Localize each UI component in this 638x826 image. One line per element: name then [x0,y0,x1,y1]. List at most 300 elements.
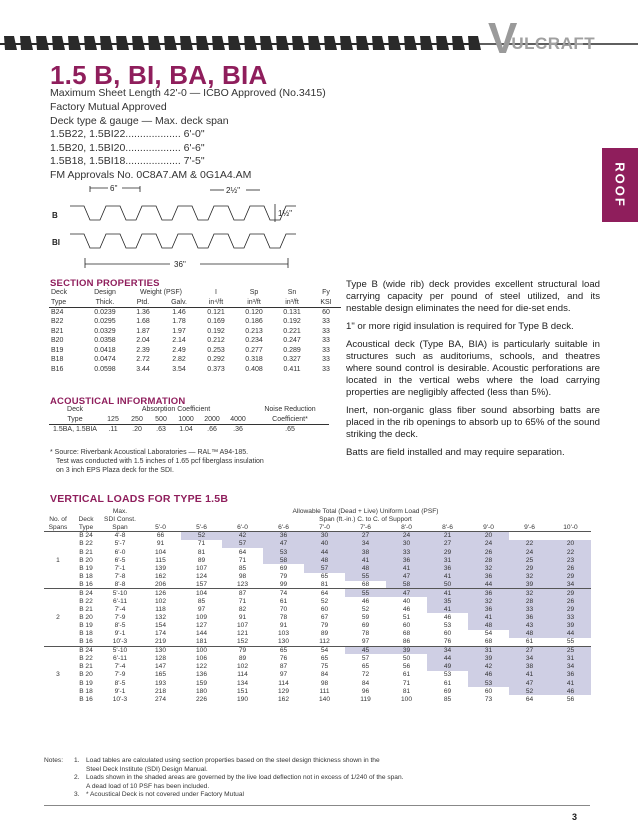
col-head: Deck [78,515,94,523]
col-head: 125 [101,415,125,425]
col-head: in³/ft [235,298,273,308]
load-cell: 75 [320,663,329,671]
load-cell: 162 [277,695,289,703]
load-cell: 31 [550,654,591,662]
load-cell: 41 [509,671,550,679]
fm-line: 1.5B22, 1.5BI22................... 6'-0" [50,128,205,140]
load-cell: 30 [304,532,345,540]
cell: .36 [233,425,243,433]
section-properties-table [49,288,341,374]
spans-cell [44,605,72,613]
band-rib [468,36,481,50]
logo-letter: V [488,14,516,63]
cell: 1.36 [136,308,150,316]
table-row [44,646,591,654]
band-rib [4,36,17,50]
cell: 60 [322,308,330,316]
load-cell: 41 [427,573,468,581]
load-cell: 42 [468,663,509,671]
load-cell: 29 [427,548,468,556]
band-rib [324,36,337,50]
load-cell: 159 [195,679,207,687]
load-cell: 71 [238,597,247,605]
load-cell: 89 [238,654,247,662]
cell: 0.131 [283,308,301,316]
load-cell: 71 [197,540,206,548]
table-row [49,317,341,327]
sdi-span-cell: 10'-3 [112,638,128,646]
load-cell: 71 [402,679,411,687]
cell: 0.234 [245,337,263,345]
col-head: Sp [249,289,259,297]
load-cell: 89 [197,556,206,564]
load-cell: 65 [320,573,329,581]
col-head: Type [72,523,100,531]
load-cell: 174 [154,630,166,638]
table-row [44,556,591,564]
table-row [49,365,341,375]
deck-type-cell: B 22 [79,597,93,605]
cell: B18 [51,356,64,364]
load-cell: 48 [304,556,345,564]
load-cell: 32 [468,597,509,605]
load-cell: 84 [320,671,329,679]
cell: 2.39 [136,346,150,354]
source-line: on 3 inch EPS Plaza deck for the SDI. [56,467,174,474]
acoustical-source-note [50,448,340,475]
table-row [44,564,591,572]
col-head: Max. [112,507,128,515]
sdi-span-cell: 5'-10 [100,589,140,597]
col-head: Type [49,298,85,308]
cell: 0.186 [245,318,263,326]
load-cell: 165 [154,671,166,679]
load-cell: 28 [509,597,550,605]
band-rib [372,36,385,50]
table-row [44,630,591,638]
load-cell: 91 [238,614,247,622]
load-cell: 107 [236,622,248,630]
load-cell: 27 [345,532,386,540]
load-cell: 31 [468,646,509,654]
cell: 2.72 [136,356,150,364]
load-cell: 36 [509,613,550,621]
band-rib [388,36,401,50]
load-cell: 20 [468,532,509,540]
load-cell: 147 [154,663,166,671]
load-cell: 52 [320,597,329,605]
load-cell: 47 [386,573,427,581]
spans-cell [44,630,72,638]
cell: 1.87 [136,327,150,335]
load-cell: 30 [386,540,427,548]
load-cell: 60 [320,605,329,613]
spans-cell [44,540,72,548]
cell: B24 [51,308,64,316]
table-row [49,336,341,346]
col-head: 9'-0 [468,523,509,531]
col-head: Design [94,289,116,297]
load-cell: 162 [154,573,166,581]
logo-text: ULCRAFT [511,34,596,53]
load-cell: 33 [386,548,427,556]
description-paragraph: Type B (wide rib) deck provides excellent structural load carrying capacity per pound of steel utilized, and its nestable design eliminates the need for die-set ends. [346,279,600,314]
load-cell: 79 [222,646,263,654]
cell: 0.289 [283,346,301,354]
spans-cell [44,597,72,605]
load-cell: 91 [156,540,165,548]
table-row [49,346,341,356]
col-head: 10'-0 [550,523,591,531]
load-cell: 53 [443,622,452,630]
subtitle: Maximum Sheet Length 42'-0 — ICBO Approved (No.3415) [50,87,326,99]
load-cell: 65 [361,663,370,671]
col-head: Span [100,523,140,531]
load-cell: 26 [550,564,591,572]
load-cell: 24 [509,548,550,556]
spans-cell [44,679,72,687]
col-head: 500 [149,415,173,425]
table-row [44,654,591,662]
cell: 1.97 [172,327,186,335]
col-head: No. of [49,515,67,523]
load-cell: 20 [550,540,591,548]
load-cell: 57 [222,540,263,548]
load-cell: 103 [277,630,289,638]
load-cell: 100 [400,695,412,703]
load-cell: 81 [320,581,329,589]
sdi-span-cell: 5'-7 [114,540,126,548]
deck-type-cell: B 16 [79,695,93,703]
cell: B19 [51,346,64,354]
cell: 0.0418 [94,346,116,354]
load-cell: 33 [509,605,550,613]
load-cell: 104 [154,548,166,556]
load-cell: 76 [279,654,288,662]
load-cell: 39 [550,622,591,630]
load-cell [509,532,550,540]
cell: 0.0239 [94,308,116,316]
load-cell: 85 [197,597,206,605]
cell: 0.0358 [94,337,116,345]
deck-type-cell: B 24 [72,589,100,597]
load-cell: 59 [361,614,370,622]
load-cell: 64 [238,548,247,556]
band-rib [356,36,369,50]
deck-type-cell: B 21 [79,663,93,671]
band-rib [244,36,257,50]
cell: 33 [322,366,330,374]
table-row [44,532,591,540]
load-cell: 218 [154,687,166,695]
cell: 0.253 [207,346,225,354]
load-cell: 136 [195,671,207,679]
col-head: Coefficient* [251,415,329,425]
cell: 33 [322,337,330,345]
load-cell: 41 [468,613,509,621]
vertical-loads-heading: VERTICAL LOADS FOR TYPE 1.5B [50,493,229,505]
fm-line: FM Approvals No. 0C8A7.AM & 0G1A4.AM [50,168,252,181]
load-cell: 61 [525,638,534,646]
load-cell: 61 [443,679,452,687]
table-row [44,695,591,703]
deck-type-cell: B 21 [79,605,93,613]
fm-line: 1.5B20, 1.5BI20................... 6'-6" [50,141,205,154]
load-cell: 87 [222,589,263,597]
band-rib [292,36,305,50]
dim-36-label: 36'' [174,260,186,269]
load-cell: 34 [550,663,591,671]
load-cell: 57 [361,654,370,662]
load-cell: 44 [427,654,468,662]
description-paragraph: Acoustical deck (Type BA, BIA) is particularly suitable in structures such as auditoriums, schools, and theatres where sound control is desirable. Acoustic perforations are located in the vertical webs where the load carrying properties are negligibly affected (less than 5%). [346,339,600,398]
load-cell: 47 [263,540,304,548]
load-cell: 52 [509,687,550,695]
cell: 1.46 [172,308,186,316]
cell: 0.121 [207,308,225,316]
spans-cell [44,573,72,581]
deck-type-cell: B 18 [79,630,93,638]
spans-cell [44,581,72,589]
load-cell: 22 [550,548,591,556]
col-head: Galv. [161,298,197,308]
load-cell: 96 [361,687,370,695]
sdi-span-cell: 7'-8 [114,573,126,581]
cell: 0.292 [207,356,225,364]
deck-type-cell: B 24 [72,646,100,654]
load-cell: 98 [238,573,247,581]
cell: 0.0295 [94,318,116,326]
load-cell: 49 [427,663,468,671]
load-cell: 114 [278,679,289,687]
table-row [44,581,591,589]
load-cell: 76 [443,638,452,646]
sdi-span-cell: 4'-8 [100,532,140,540]
load-cell: 97 [279,671,288,679]
band-rib [84,36,97,50]
band-rib [52,36,65,50]
load-cell: 29 [550,573,591,581]
load-cell: 107 [195,564,207,572]
band-rib [164,36,177,50]
band-rib [148,36,161,50]
cell: 0.213 [245,327,263,335]
col-head: 8'-6 [427,523,468,531]
sdi-span-cell: 7'-9 [114,671,126,679]
load-cell: 28 [468,556,509,564]
load-cell: 29 [550,605,591,613]
load-cell: 130 [140,646,181,654]
table-row [44,597,591,605]
load-cell: 51 [402,614,411,622]
col-head: Noise Reduction [264,406,316,414]
load-cell: 134 [236,679,248,687]
load-cell: 71 [238,556,247,564]
load-cell: 44 [304,548,345,556]
band-rib [196,36,209,50]
load-cell: 25 [550,646,591,654]
deck-type-cell: B 19 [79,679,93,687]
spans-cell [44,589,72,597]
deck-type-cell: B 20 [79,614,93,622]
cell: 33 [322,346,330,354]
spans-cell [44,622,72,630]
col-head: Spans [44,523,72,531]
load-cell: 38 [345,548,386,556]
table-row [44,663,591,671]
load-cell: 68 [361,581,370,589]
load-cell: 47 [509,679,550,687]
load-cell: 52 [181,532,222,540]
load-cell: 53 [468,679,509,687]
load-cell: 274 [154,695,166,703]
load-cell: 64 [525,695,534,703]
deck-type-cell: B 16 [79,638,93,646]
cell: 0.0329 [94,327,116,335]
cell: 0.212 [207,337,225,345]
load-cell: 41 [427,605,468,613]
cell: 0.318 [245,356,263,364]
load-cell: 39 [386,646,427,654]
load-cell: 97 [361,638,370,646]
sdi-span-cell: 6'-5 [114,556,126,564]
load-cell: 73 [484,695,493,703]
load-cell: 85 [443,695,452,703]
section-properties-heading: SECTION PROPERTIES [50,278,160,289]
band-rib [452,36,465,50]
load-cell: 48 [468,622,509,630]
vertical-loads-table [44,507,591,704]
load-cell: 55 [345,573,386,581]
load-cell: 46 [468,671,509,679]
load-cell: 140 [318,695,330,703]
load-cell: 53 [263,548,304,556]
col-head: SDI Const. [104,515,136,523]
col-head: 6'-0 [222,523,263,531]
profile-bi-label: BI [52,238,60,247]
col-head: 1000 [173,415,199,425]
note-line: * Acoustical Deck is not covered under Factory Mutual [86,791,244,799]
cell: B16 [51,366,64,374]
spans-cell: 2 [56,614,60,622]
band-rib [340,36,353,50]
load-cell: 41 [345,556,386,564]
col-head: Type [49,415,101,425]
source-line: * Source: Riverbank Acoustical Laboratories — RAL™ A94-185. [50,449,249,456]
description-text [346,279,600,465]
deck-type-cell: B 21 [79,548,93,556]
note-line: Load tables are calculated using section properties based on the steel design thickness shown in the [86,757,380,764]
col-head: in³/ft [273,298,311,308]
load-cell: 46 [550,687,591,695]
load-cell: 36 [468,605,509,613]
band-rib [212,36,225,50]
fm-approval-block [50,101,251,182]
col-head: 7'-6 [345,523,386,531]
sdi-span-cell: 8'-5 [114,679,126,687]
col-head: 2000 [199,415,225,425]
sdi-span-cell: 8'-8 [114,581,126,589]
deck-type-cell: B 18 [79,687,93,695]
band-rib [100,36,113,50]
spans-cell [44,638,72,646]
load-cell: 128 [154,654,166,662]
load-cell: 64 [304,589,345,597]
load-cell: 41 [427,589,468,597]
notes-label: Notes: [44,757,64,764]
col-head: Span (ft.-in.) C. to C. of Support [319,515,412,523]
load-cell: 46 [361,597,370,605]
load-cell: 48 [509,630,550,638]
load-cell: 43 [509,622,550,630]
load-cell: 29 [509,564,550,572]
cell: 1.78 [172,318,186,326]
load-cell: 36 [468,573,509,581]
col-head: 8'-0 [386,523,427,531]
col-head: Deck [67,406,83,414]
acoustical-heading: ACOUSTICAL INFORMATION [50,396,186,407]
cell: 0.0474 [94,356,116,364]
col-head: Allowable Total (Dead + Live) Uniform Load (PSF) [292,507,439,515]
sdi-span-cell: 8'-5 [114,622,126,630]
deck-type-cell: B 18 [79,573,93,581]
load-cell: 81 [197,548,206,556]
load-cell: 58 [386,581,427,589]
band-rib [404,36,417,50]
load-cell: 54 [484,630,493,638]
load-cell: 48 [345,564,386,572]
load-cell: 127 [195,622,207,630]
deck-type-cell: B 22 [79,654,93,662]
load-cell: 84 [361,679,370,687]
load-cell: 109 [195,614,207,622]
load-cell: 69 [279,564,288,572]
band-rib [68,36,81,50]
load-cell: 60 [402,622,411,630]
load-cell: 60 [443,630,452,638]
cell: 0.0598 [94,366,116,374]
load-cell: 78 [361,630,370,638]
sdi-span-cell: 7'-1 [114,564,126,572]
load-cell: 68 [484,638,493,646]
page-number: 3 [572,812,578,822]
col-head: Ptd. [125,298,161,308]
col-head: I [215,289,217,297]
load-cell: 36 [427,564,468,572]
load-cell: 151 [236,687,248,695]
load-cell: 72 [361,671,370,679]
band-rib [420,36,433,50]
table-row [49,307,341,317]
band-rib [116,36,129,50]
band-rib [36,36,49,50]
load-cell: 132 [154,614,166,622]
load-cell: 34 [550,581,591,589]
load-cell: 24 [386,532,427,540]
col-head: Thick. [85,298,125,308]
cell: 0.169 [207,318,225,326]
spans-cell: 3 [56,671,60,679]
load-cell: 52 [361,605,370,613]
load-cell: 112 [319,638,330,646]
band-rib [436,36,449,50]
col-head: 7'-0 [304,523,345,531]
load-cell: 57 [304,564,345,572]
load-cell: 126 [140,589,181,597]
cell: 33 [322,356,330,364]
sdi-span-cell: 6'-0 [114,548,126,556]
spans-cell [44,695,72,703]
